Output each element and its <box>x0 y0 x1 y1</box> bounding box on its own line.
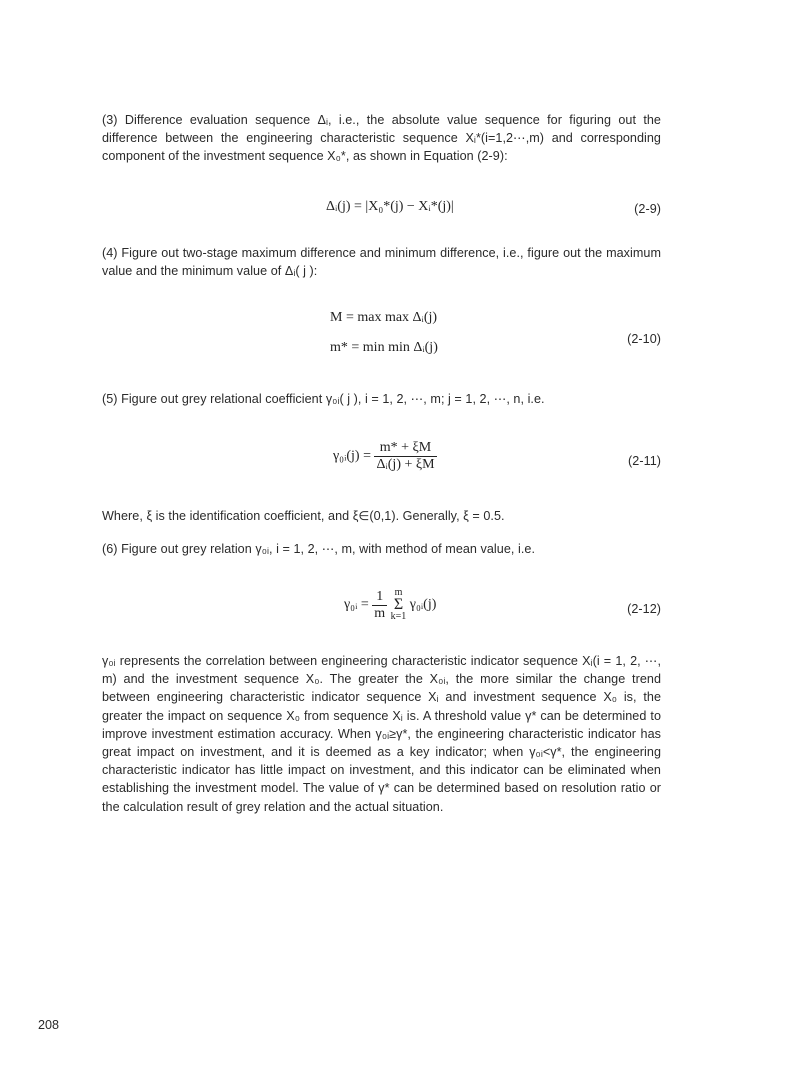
paragraph-identification-coefficient: Where, ξ is the identification coefficient, and ξ∈(0,1). Generally, ξ = 0.5. <box>102 509 505 523</box>
numerator: m* + ξM <box>374 440 436 457</box>
paragraph-interpretation: γ₀ᵢ represents the correlation between engineering characteristic indicator sequence Xᵢ(i = 1, 2, ⋯, m) and the investment sequence X₀. The greater the X₀ᵢ, the more similar the change trend between engineering characteristic indicator sequence Xᵢ and investment sequence X₀ is, the greater the impact on sequence X₀ from sequence Xᵢ is. A threshold value γ* can be determined to improve investment estimation accuracy. When γ₀ᵢ≥γ*, the engineering characteristic indicator has great impact on investment, and it is deemed as a key indicator; when γ₀ᵢ<γ*, the engineering characteristic indicator has little impact on investment, and this indicator can be eliminated when establishing the investment model. The value of γ* can be determined based on resolution ratio or the calculation result of grey relation and the actual situation. <box>102 654 661 814</box>
summation <box>391 588 407 622</box>
numerator: 1 <box>372 589 387 606</box>
paragraph-max-min-difference: (4) Figure out two-stage maximum difference and minimum difference, i.e., figure out the maximum value and the minimum value of Δᵢ( j ): <box>102 246 661 279</box>
equation-number: (2-12) <box>627 602 661 616</box>
equation-number: (2-10) <box>627 332 661 346</box>
paragraph-grey-coefficient: (5) Figure out grey relational coefficient γ₀ᵢ( j ), i = 1, 2, ⋯, m; j = 1, 2, ⋯, n, i.e. <box>102 392 545 406</box>
paragraph-grey-relation: (6) Figure out grey relation γ₀ᵢ, i = 1, 2, ⋯, m, with method of mean value, i.e. <box>102 542 535 556</box>
equation-2-10-line1: M = max max Δᵢ(j) <box>330 310 438 325</box>
equation-2-10-line2: m* = min min Δᵢ(j) <box>330 340 438 355</box>
fraction <box>372 589 387 622</box>
sum-lower: k=1 <box>390 611 407 622</box>
equation-2-12 <box>344 588 436 622</box>
equation-2-9: Δᵢ(j) = |X₀*(j) − Xᵢ*(j)| <box>326 199 454 214</box>
denominator: m <box>374 605 386 621</box>
sum-sign: Σ <box>393 596 404 613</box>
equation-number: (2-9) <box>634 202 661 216</box>
fraction <box>374 440 436 473</box>
paragraph-difference-sequence: (3) Difference evaluation sequence Δᵢ, i.e., the absolute value sequence for figuring out the difference between the engineering characteristic sequence Xᵢ*(i=1,2⋯,m) and corresponding component of the investment sequence X₀*, as shown in Equation (2-9): <box>102 113 661 164</box>
equation-lhs: γ₀ᵢ(j) = <box>333 448 371 464</box>
equation-rhs: γ₀ᵢ(j) <box>409 597 437 613</box>
denominator: Δᵢ(j) + ξM <box>376 457 435 472</box>
equation-2-11 <box>333 440 437 473</box>
equation-lhs: γ₀ᵢ = <box>344 597 369 613</box>
equation-number: (2-11) <box>628 454 661 468</box>
sum-upper: m <box>394 587 403 598</box>
page-number: 208 <box>38 1018 60 1032</box>
